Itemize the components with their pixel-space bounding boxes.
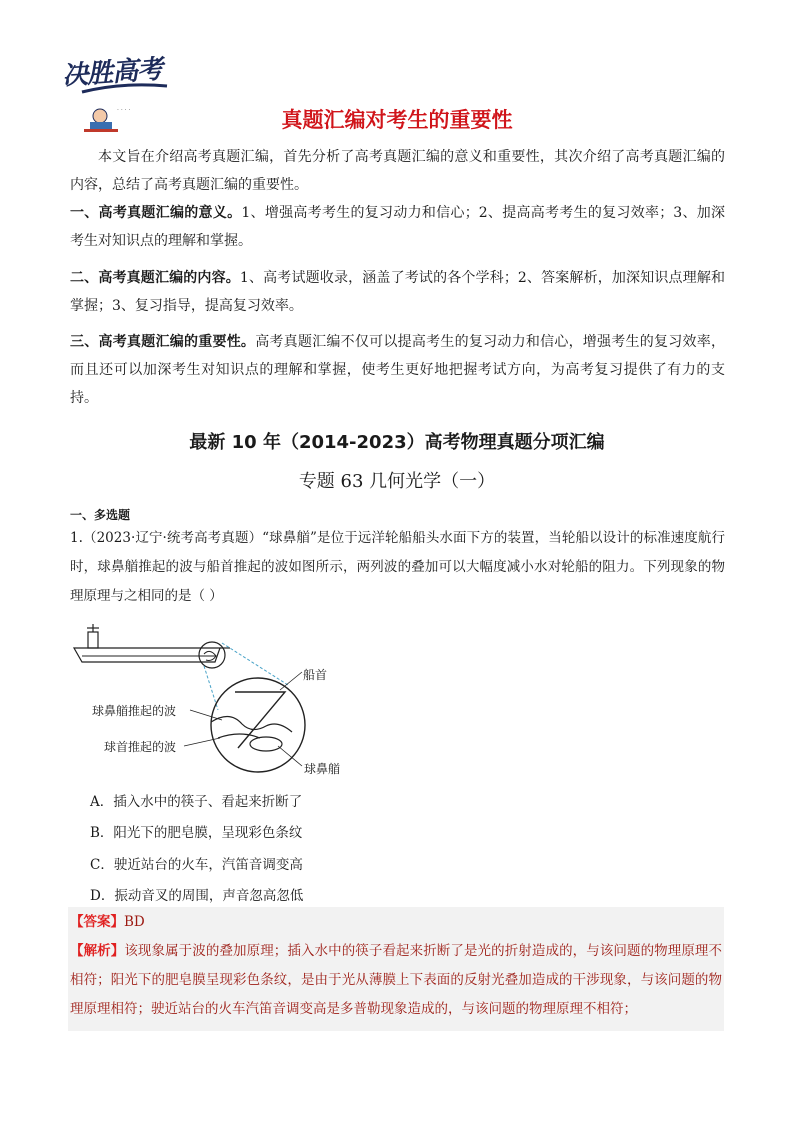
answer-line bbox=[70, 908, 722, 937]
option-b: B．阳光下的肥皂膜，呈现彩色条纹 bbox=[90, 825, 303, 841]
label-bulb: 球鼻艏 bbox=[304, 762, 341, 776]
point-3-head: 三、高考真题汇编的重要性。 bbox=[70, 334, 256, 350]
analysis-text: 该现象属于波的叠加原理；插入水中的筷子看起来折断了是光的折射造成的，与该问题的物理原理不相符；阳光下的肥皂膜呈现彩色条纹，是由于光从薄膜上下表面的反射光叠加造成的干涉现象，与该问题的物理原理相符；驶近站台的火车汽笛音调变高是多普勒现象造成的，与该问题的物理原理不相符； bbox=[70, 943, 723, 1017]
option-d: D．振动音叉的周围，声音忽高忽低 bbox=[90, 888, 304, 904]
label-bow-wave: 球首推起的波 bbox=[104, 740, 177, 754]
point-3 bbox=[70, 328, 725, 412]
logo-text: 决胜高考 bbox=[61, 54, 164, 92]
point-3-body: 高考真题汇编不仅可以提高考生的复习动力和信心，增强考生的复习效率，而且还可以加深考生对知识点的理解和掌握，使考生更好地把握考试方向，为高考复习提供了有力的支持。 bbox=[70, 334, 726, 406]
point-2 bbox=[70, 264, 725, 320]
topic-title: 专题 63 几何光学（一） bbox=[298, 471, 496, 492]
section-heading: 一、多选题 bbox=[70, 508, 131, 522]
analysis-tag: 【解析】 bbox=[70, 943, 125, 959]
collection-title: 最新 10 年（2014-2023）高考物理真题分项汇编 bbox=[189, 432, 605, 453]
point-2-body: 1、高考试题收录，涵盖了考试的各个学科；2、答案解析，加深知识点理解和掌握；3、复习指导，提高复习效率。 bbox=[70, 270, 726, 314]
point-1-body: 1、增强高考考生的复习动力和信心；2、提高高考考生的复习效率；3、加深考生对知识点的理解和掌握。 bbox=[70, 205, 725, 249]
option-c: C．驶近站台的火车，汽笛音调变高 bbox=[90, 857, 303, 873]
point-1 bbox=[70, 199, 725, 255]
label-bow: 船首 bbox=[303, 668, 328, 682]
point-2-head: 二、高考真题汇编的内容。 bbox=[70, 270, 240, 286]
answer-tag: 【答案】 bbox=[70, 914, 124, 930]
answer-value: BD bbox=[124, 914, 145, 930]
label-bulb-wave: 球鼻艏推起的波 bbox=[92, 704, 177, 718]
svg-text:· · · ·: · · · · bbox=[117, 107, 131, 114]
question-text: 1.（2023·辽宁·统考高考真题）“球鼻艏”是位于远洋轮船船头水面下方的装置，当轮船以设计的标准速度航行时，球鼻艏推起的波与船首推起的波如图所示，两列波的叠加可以大幅度减小水对轮船的阻力。下列现象的物理原理与之相同的是（ ） bbox=[70, 530, 725, 604]
intro-paragraph: 本文旨在介绍高考真题汇编，首先分析了高考真题汇编的意义和重要性，其次介绍了高考真题汇编的内容，总结了高考真题汇编的重要性。 bbox=[70, 149, 725, 193]
page-title: 真题汇编对考生的重要性 bbox=[281, 108, 513, 132]
point-1-head: 一、高考真题汇编的意义。 bbox=[70, 205, 242, 221]
option-a: A．插入水中的筷子、看起来折断了 bbox=[90, 794, 303, 810]
analysis-block bbox=[70, 937, 722, 1024]
